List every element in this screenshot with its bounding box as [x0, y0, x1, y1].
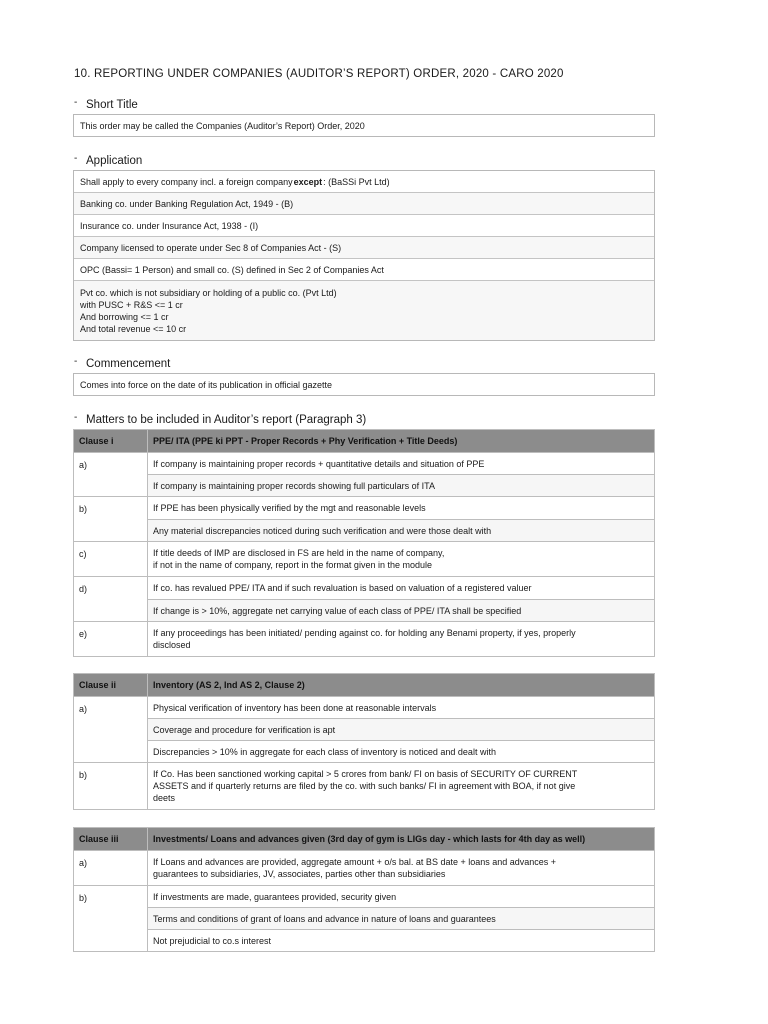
short-title-text: This order may be called the Companies (Auditor’s Report) Order, 2020 — [80, 120, 365, 131]
table-cell: If any proceedings has been initiated/ pending against co. for holding any Benami property, if yes, properly disclosed — [148, 622, 655, 657]
section-heading-application: - Application — [74, 153, 143, 167]
bullet-dash: - — [74, 412, 78, 423]
clause-iii-table — [73, 827, 655, 952]
commencement-text: Comes into force on the date of its publication in official gazette — [80, 379, 332, 390]
table-cell: Discrepancies > 10% in aggregate for each class of inventory is noticed and dealt with — [148, 741, 655, 763]
sub-clause-label: a) — [74, 851, 148, 886]
short-title-box — [73, 114, 655, 137]
table-cell: Coverage and procedure for verification is apt — [148, 719, 655, 741]
clause-ii-table — [73, 673, 655, 810]
application-row: Pvt co. which is not subsidiary or holding of a public co. (Pvt Ltd) with PUSC + R&S <= 1 cr And borrowing <= 1 cr And total revenue <= 10 cr — [74, 281, 654, 340]
table-cell: If title deeds of IMP are disclosed in FS are held in the name of company, if not in the name of company, report in the format given in the module — [148, 542, 655, 577]
bullet-dash: - — [74, 356, 78, 367]
table-cell: If Co. Has been sanctioned working capital > 5 crores from bank/ FI on basis of SECURITY OF CURRENT ASSETS and if quarterly returns are filed by the co. with such banks/ FI in agreement with BOA, if not give deets — [148, 763, 655, 810]
table-cell: If company is maintaining proper records + quantitative details and situation of PPE — [148, 453, 655, 475]
sub-clause-label: c) — [74, 542, 148, 577]
application-row: Company licensed to operate under Sec 8 of Companies Act - (S) — [74, 237, 654, 259]
clause-i-table — [73, 429, 655, 657]
clause-label: Clause i — [74, 430, 148, 453]
table-cell: If PPE has been physically verified by the mgt and reasonable levels — [148, 497, 655, 520]
bullet-dash: - — [74, 97, 78, 108]
table-cell: Any material discrepancies noticed during such verification and were those dealt with — [148, 520, 655, 542]
application-row: Banking co. under Banking Regulation Act, 1949 - (B) — [74, 193, 654, 215]
table-cell: Not prejudicial to co.s interest — [148, 930, 655, 952]
clause-title: Investments/ Loans and advances given (3rd day of gym is LIGs day - which lasts for 4th day as well) — [148, 828, 655, 851]
application-row: OPC (Bassi= 1 Person) and small co. (S) defined in Sec 2 of Companies Act — [74, 259, 654, 281]
application-row: Shall apply to every company incl. a foreign company except : (BaSSi Pvt Ltd) — [74, 171, 654, 193]
table-cell: If Loans and advances are provided, aggregate amount + o/s bal. at BS date + loans and advances + guarantees to subsidiaries, JV, associates, parties other than subsidiaries — [148, 851, 655, 886]
page-title: 10. REPORTING UNDER COMPANIES (AUDITOR’S REPORT) ORDER, 2020 - CARO 2020 — [74, 68, 564, 80]
sub-clause-label: a) — [74, 697, 148, 763]
sub-clause-label: d) — [74, 577, 148, 622]
sub-clause-label: e) — [74, 622, 148, 657]
commencement-box — [73, 373, 655, 396]
table-cell: If change is > 10%, aggregate net carrying value of each class of PPE/ ITA shall be specified — [148, 600, 655, 622]
section-heading-commencement: - Commencement — [74, 356, 171, 370]
clause-label: Clause ii — [74, 674, 148, 697]
table-cell: If co. has revalued PPE/ ITA and if such revaluation is based on valuation of a registered valuer — [148, 577, 655, 600]
bullet-dash: - — [74, 153, 78, 164]
sub-clause-label: b) — [74, 886, 148, 952]
table-cell: If company is maintaining proper records showing full particulars of ITA — [148, 475, 655, 497]
sub-clause-label: a) — [74, 453, 148, 497]
sub-clause-label: b) — [74, 497, 148, 542]
application-box — [73, 170, 655, 341]
sub-clause-label: b) — [74, 763, 148, 810]
table-cell: Terms and conditions of grant of loans and advance in nature of loans and guarantees — [148, 908, 655, 930]
section-heading-matters: - Matters to be included in Auditor’s report (Paragraph 3) — [74, 412, 367, 426]
application-row: Insurance co. under Insurance Act, 1938 - (I) — [74, 215, 654, 237]
clause-title: Inventory (AS 2, Ind AS 2, Clause 2) — [148, 674, 655, 697]
table-cell: Physical verification of inventory has been done at reasonable intervals — [148, 697, 655, 719]
clause-title: PPE/ ITA (PPE ki PPT - Proper Records + Phy Verification + Title Deeds) — [148, 430, 655, 453]
section-heading-short-title: - Short Title — [74, 97, 138, 111]
clause-label: Clause iii — [74, 828, 148, 851]
table-cell: If investments are made, guarantees provided, security given — [148, 886, 655, 908]
